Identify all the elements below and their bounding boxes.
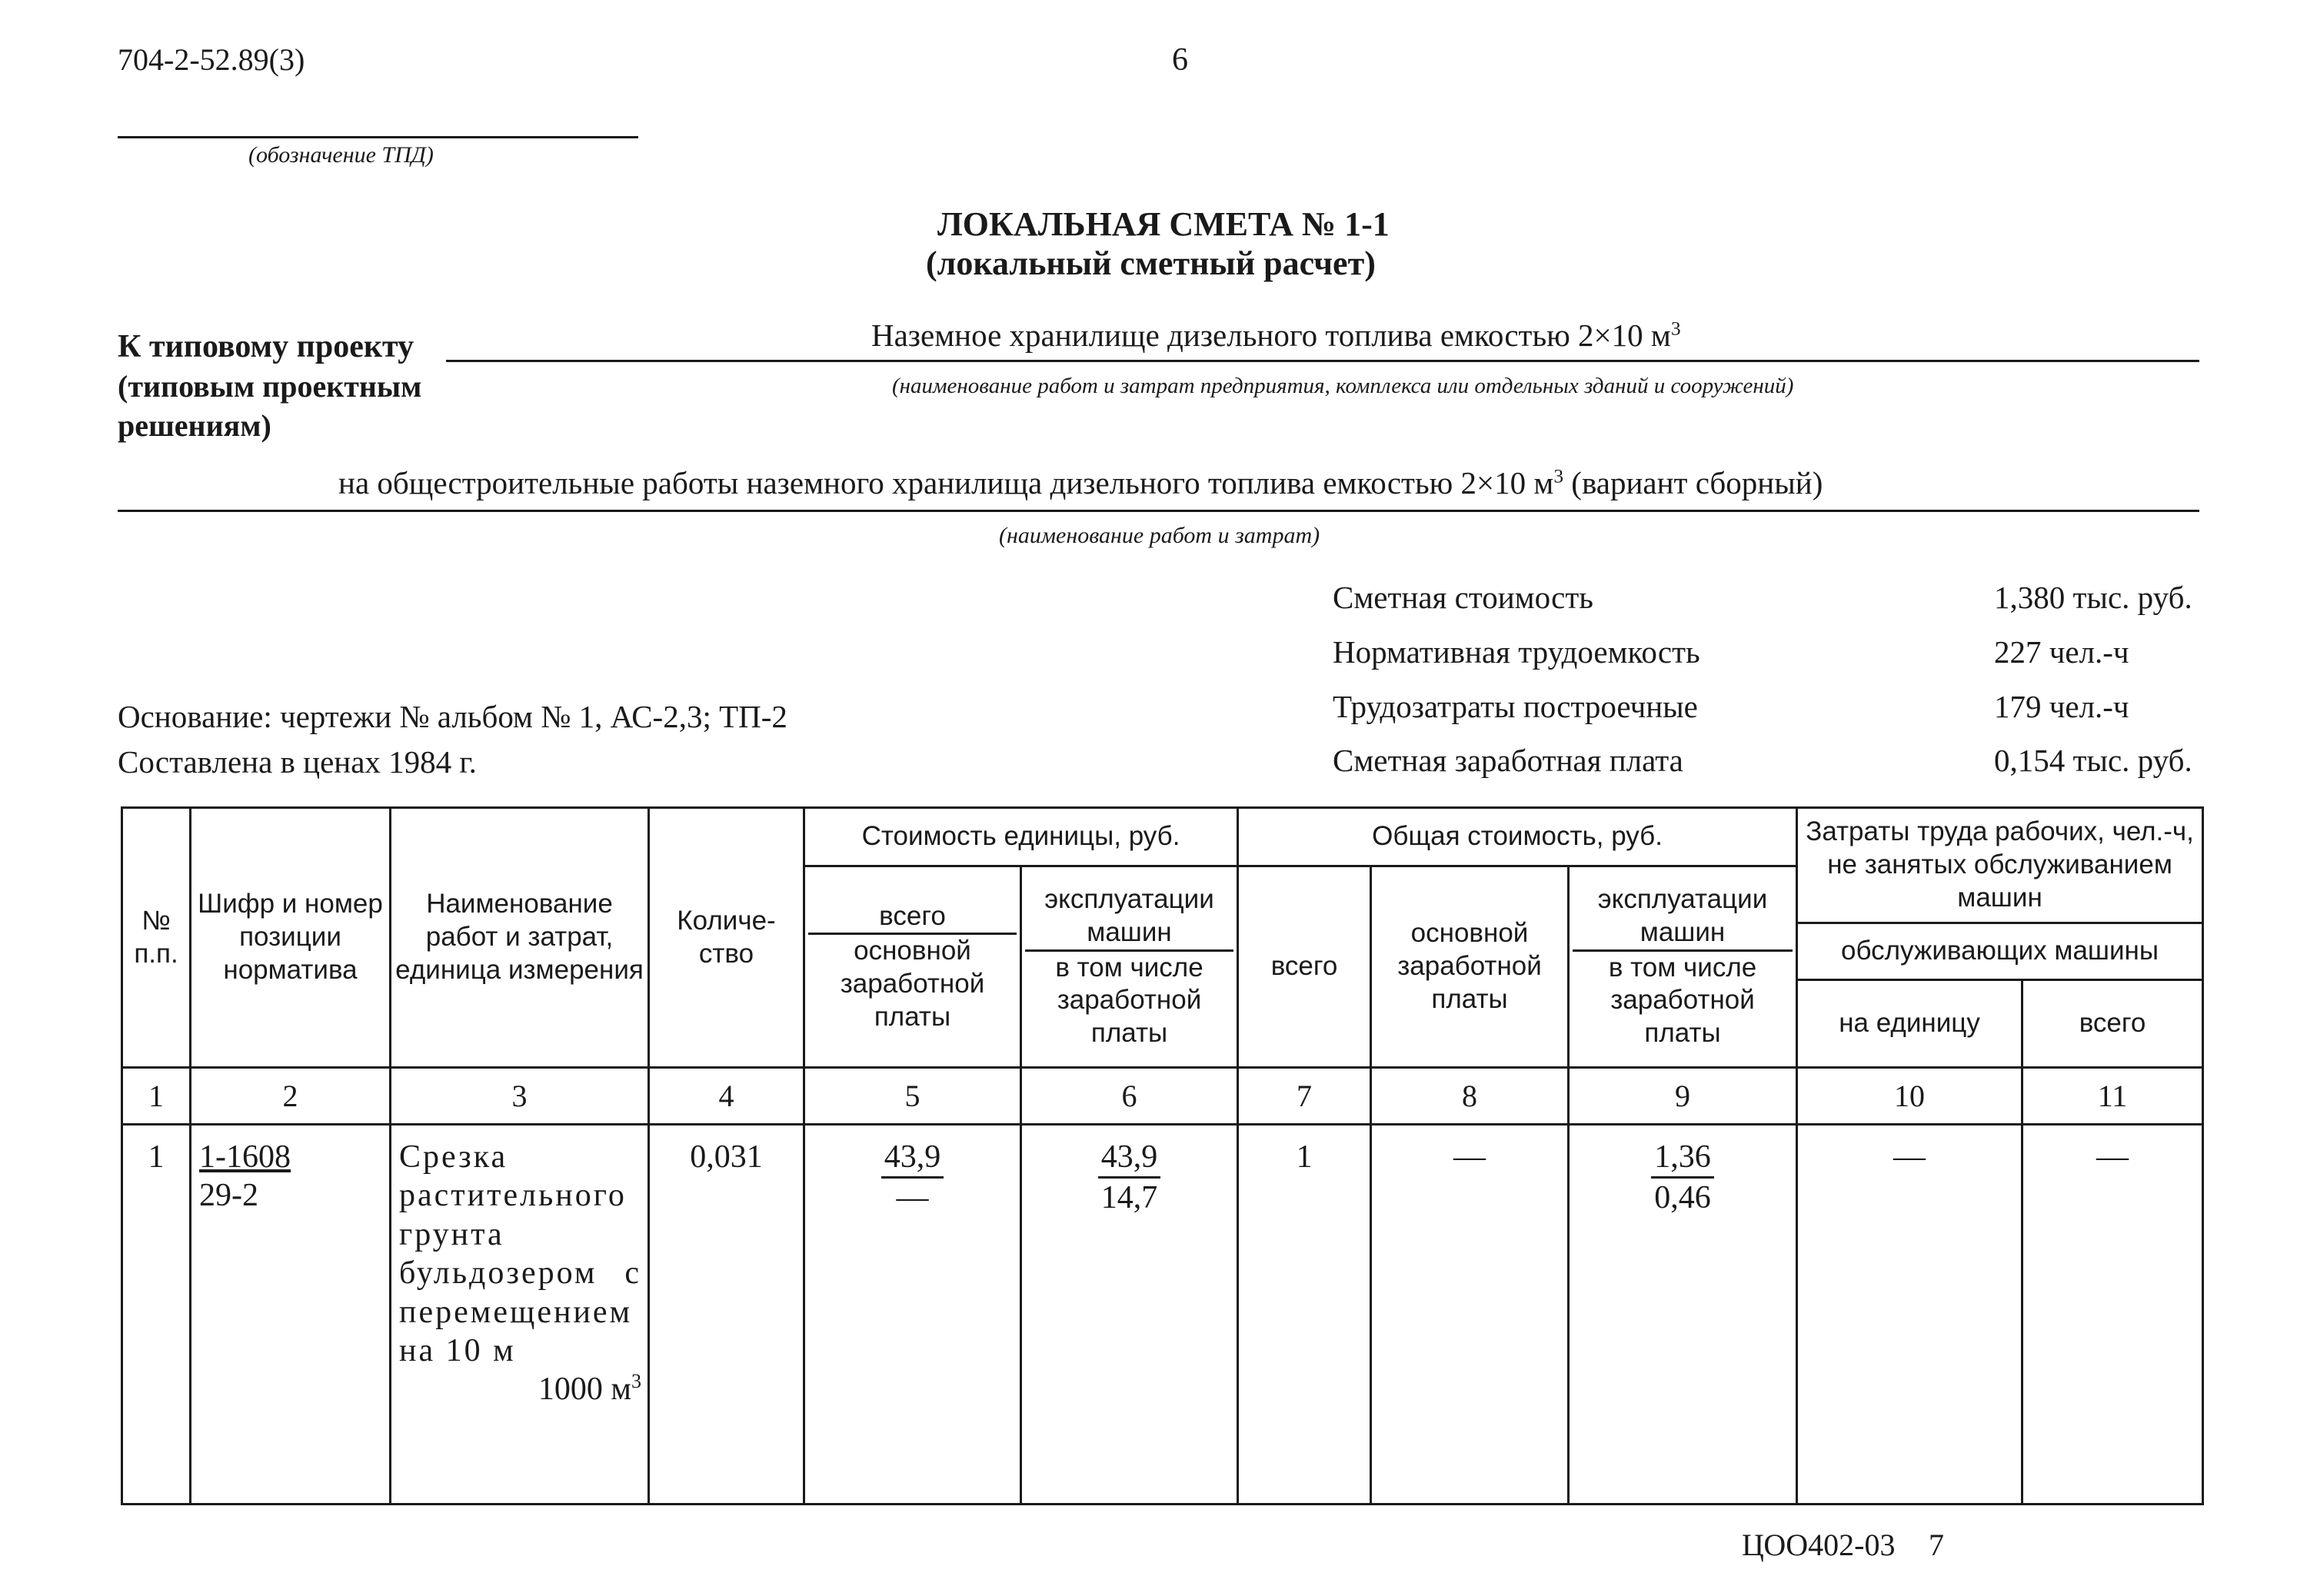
col-number: 1 [122,1068,191,1125]
prices-text: Составлена в ценах 1984 г. [118,744,477,780]
header-total-base-wage: основной заработной платы [1371,866,1569,1068]
row-unit: 1000 $м^3$ [538,1370,641,1408]
footer-code: ЦОО402-03 [1742,1528,1896,1562]
project-label-2: (типовым проектным [118,369,422,404]
works-line [118,510,2199,512]
header-labor-total: всего [2022,980,2203,1068]
col-number: 10 [1797,1068,2022,1125]
header-labor: Затраты труда рабочих, чел.-ч, не занятых обслуживанием машин [1797,808,2203,923]
col-number: 9 [1569,1068,1797,1125]
estimate-subtitle: (локальный сметный расчет) [926,244,1376,282]
row-code-bottom: 29-2 [199,1178,258,1214]
row-name-text: Срезка растительного грунта бульдозером с перемещением на 10 м [399,1139,641,1368]
document-code: 704-2-52.89(3) [118,42,305,77]
project-caption: (наименование работ и затрат предприятия, комплекса или отдельных зданий и сооружений) [892,374,1794,398]
col-number: 8 [1371,1068,1569,1125]
header-num: № п.п. [122,808,191,1068]
page-number: 6 [1172,42,1188,78]
project-name: Наземное хранилище дизельного топлива емкостью 2×10 $м^3$ [871,318,1681,353]
header-unit-machines: эксплуатации машин в том числе заработной платы [1021,866,1238,1068]
tpd-caption: (обозначение ТПД) [248,142,434,168]
footer-page: 7 [1929,1528,1944,1562]
header-qty: Количе-ство [649,808,804,1068]
project-label: К типовому проекту [118,329,414,364]
row-code [191,1125,391,1505]
header-total-all: всего [1238,866,1371,1068]
estimate-title: ЛОКАЛЬНАЯ СМЕТА № 1-1 [937,205,1390,243]
estimate-table [121,806,2204,1505]
col-number: 5 [804,1068,1021,1125]
col-number: 2 [191,1068,391,1125]
row-total-base-wage: — [1371,1125,1569,1505]
col-number: 6 [1021,1068,1238,1125]
basis-text: Основание: чертежи № альбом № 1, АС-2,3; ТП-2 [118,699,787,734]
summary-value-labor: 227 чел.-ч [1994,634,2129,670]
row-name [391,1125,649,1505]
col-number: 11 [2022,1068,2203,1125]
summary-value-cost: 1,380 тыс. руб. [1994,580,2192,615]
project-line [446,360,2199,362]
header-labor-machines: обслуживающих машины [1797,923,2203,980]
row-code-top: 1-1608 [199,1139,291,1175]
header-code: Шифр и номер позиции норматива [191,808,391,1068]
row-labor-unit: — [1797,1125,2022,1505]
works-caption: (наименование работ и затрат) [999,523,1320,548]
project-label-3: решениям) [118,408,271,443]
col-number: 7 [1238,1068,1371,1125]
row-labor-total: — [2022,1125,2203,1505]
row-total-all: 1 [1238,1125,1371,1505]
row-total-machines: $\frac{1,36}{0,46}$ [1569,1125,1797,1505]
col-number: 3 [391,1068,649,1125]
tpd-line [118,136,638,138]
header-total-cost: Общая стоимость, руб. [1238,808,1797,866]
row-num: 1 [122,1125,191,1505]
header-labor-unit: на единицу [1797,980,2022,1068]
row-unit-machines: $\frac{43,9}{14,7}$ [1021,1125,1238,1505]
works-title: на общестроительные работы наземного хранилища дизельного топлива емкостью 2×10 $м^3$ (вариант сборный) [338,465,1823,500]
col-number: 4 [649,1068,804,1125]
header-name: Наименование работ и затрат, единица измерения [391,808,649,1068]
summary-value-wages: 0,154 тыс. руб. [1994,743,2192,778]
table-row [122,1125,2203,1505]
row-qty: 0,031 [649,1125,804,1505]
row-unit-total: 43,9 — [804,1125,1021,1505]
summary-label-cost: Сметная стоимость [1333,580,1593,615]
summary-label-labor: Нормативная трудоемкость [1333,634,1700,670]
header-total-machines: эксплуатации машин в том числе заработной платы [1569,866,1797,1068]
summary-label-wages: Сметная заработная плата [1333,743,1683,778]
header-unit-cost: Стоимость единицы, руб. [804,808,1238,866]
summary-value-site-labor: 179 чел.-ч [1994,689,2129,724]
header-unit-total: всего основной заработной платы [804,866,1021,1068]
summary-label-site-labor: Трудозатраты построечные [1333,689,1698,724]
